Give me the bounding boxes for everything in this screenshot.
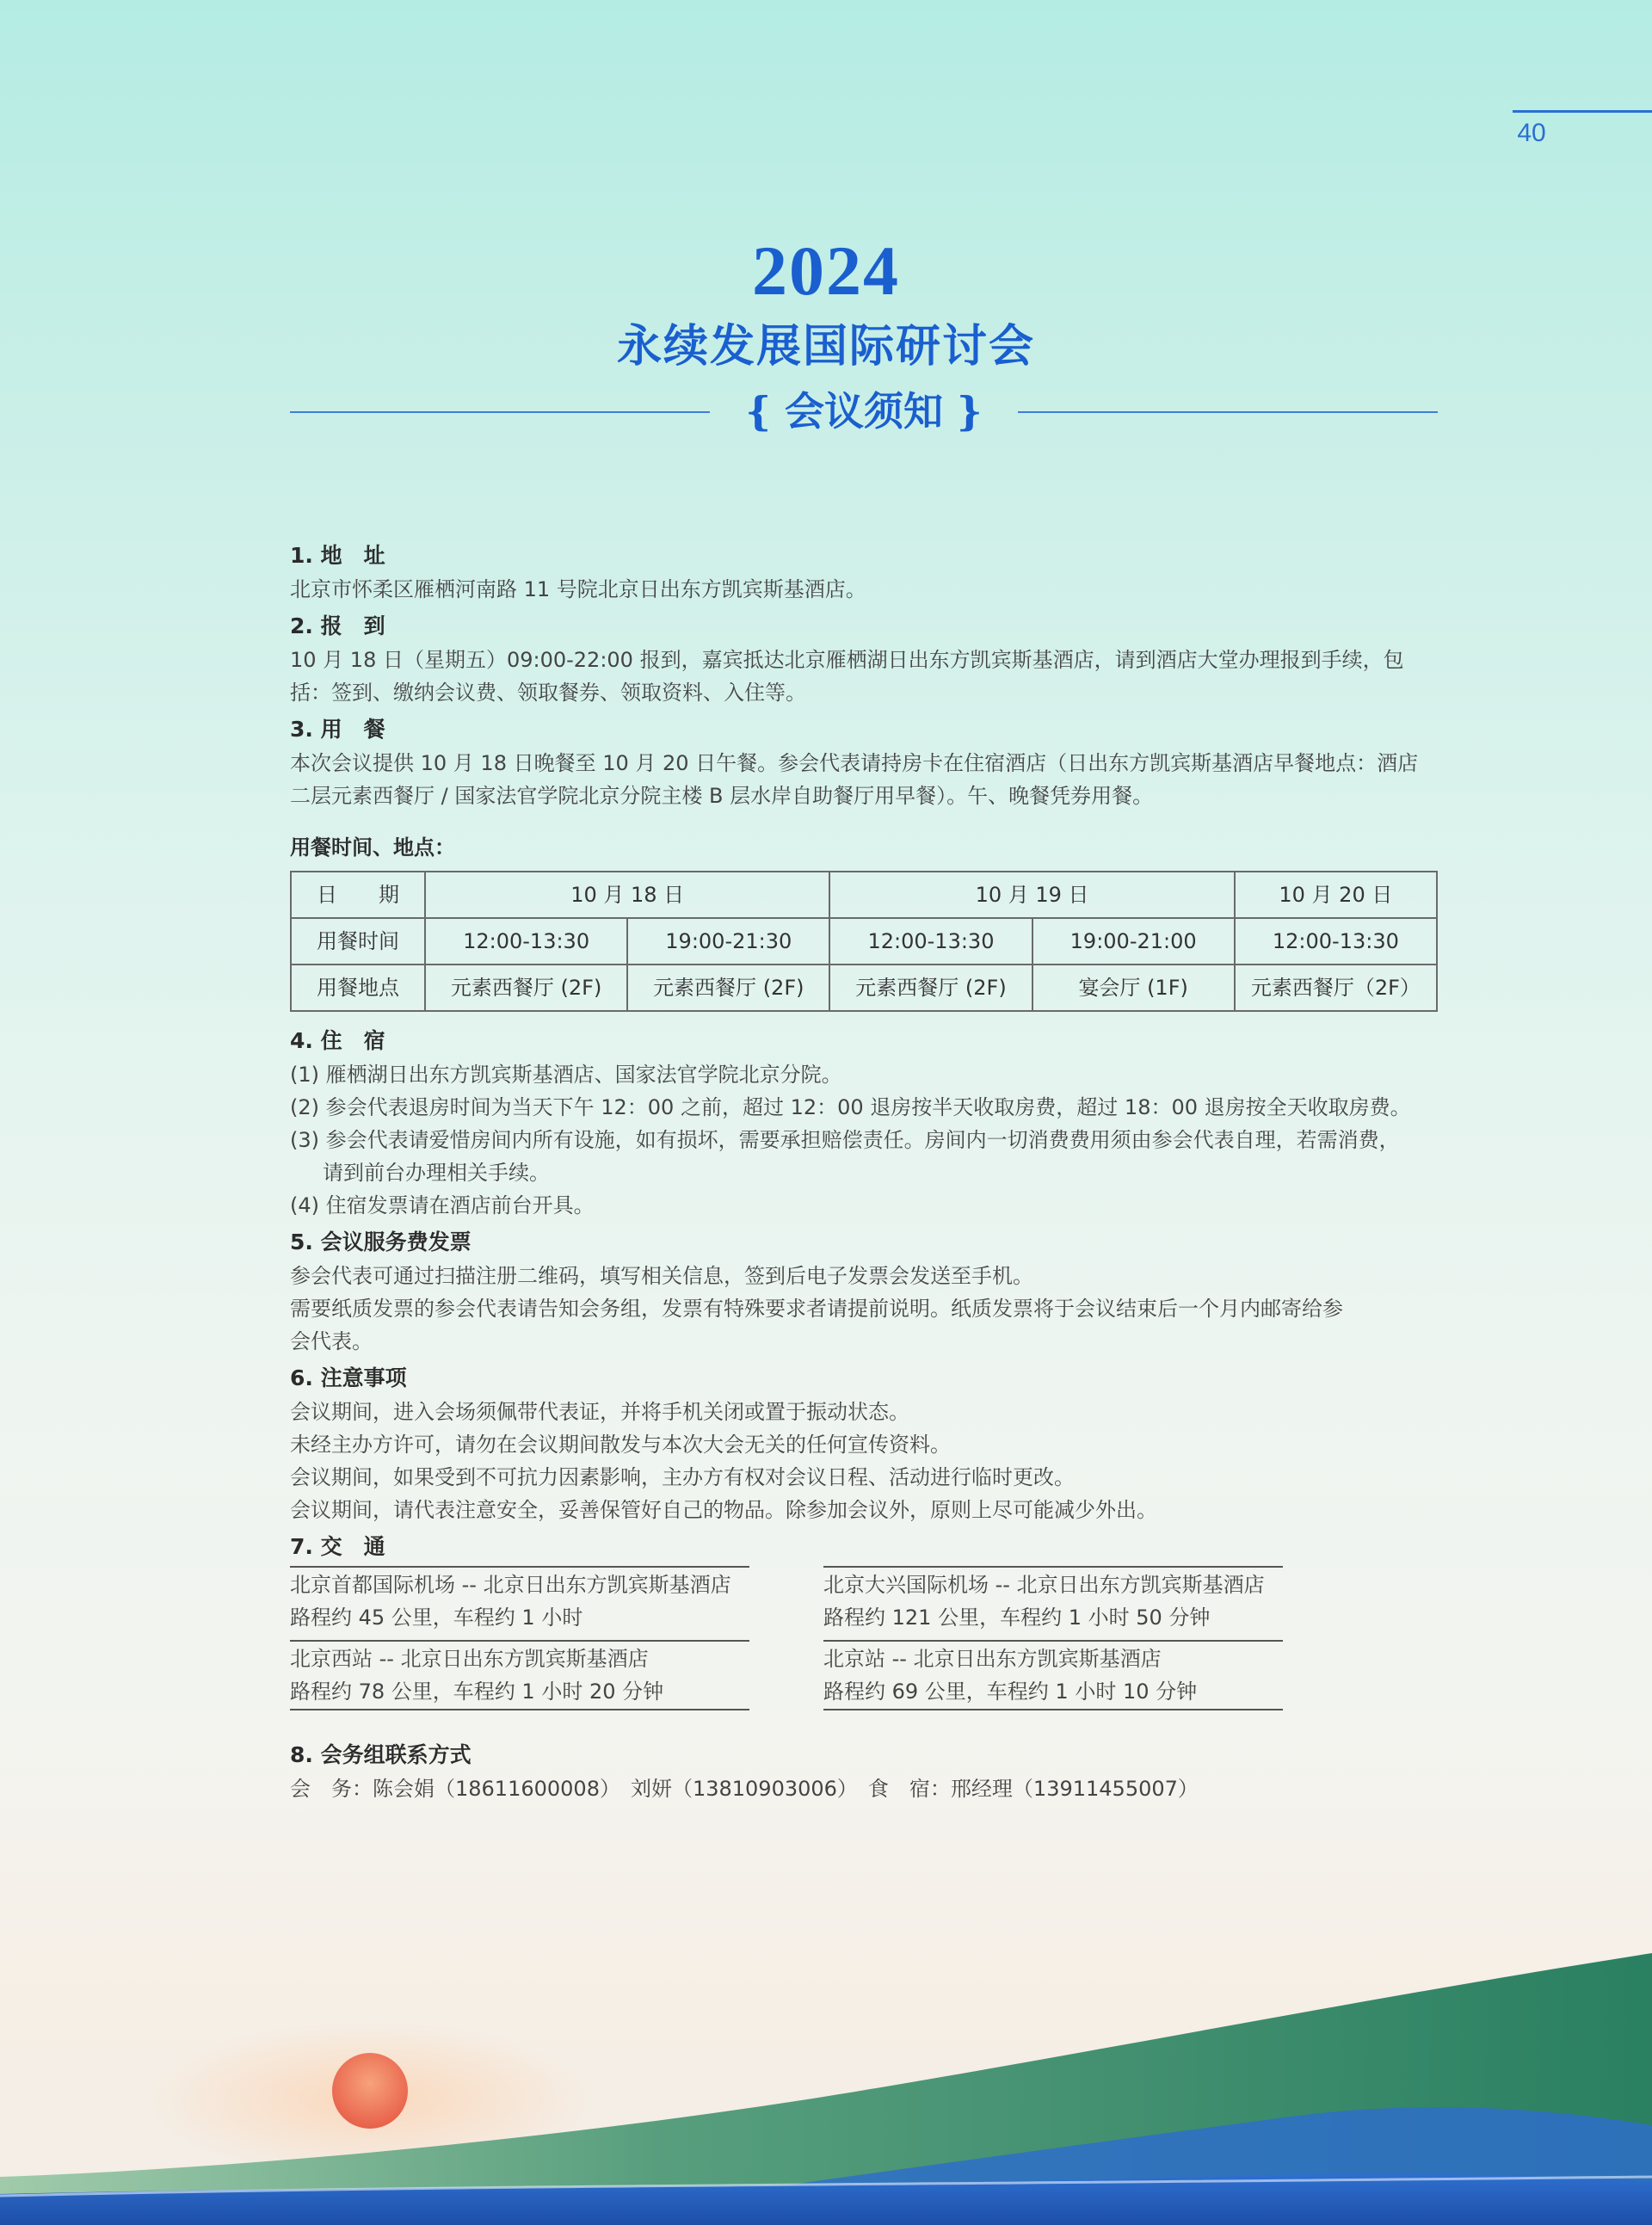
section-heading-dining: 3. 用 餐 <box>290 717 385 742</box>
section-heading-address: 1. 地 址 <box>290 543 385 568</box>
lodging-item: (4) 住宿发票请在酒店前台开具。 <box>290 1193 595 1217</box>
subtitle: { 会议须知 } <box>745 388 983 435</box>
section-heading-invoice: 5. 会议服务费发票 <box>290 1230 472 1254</box>
invoice-line: 会代表。 <box>290 1329 373 1353</box>
table-cell: 元素西餐厅 (2F) <box>425 965 627 1011</box>
subtitle-rule-right <box>1018 411 1438 413</box>
notes-line: 未经主办方许可，请勿在会议期间散发与本次大会无关的任何宣传资料。 <box>290 1433 951 1457</box>
table-cell: 10 月 19 日 <box>829 872 1234 918</box>
table-row <box>291 872 1437 918</box>
subtitle-row <box>290 384 1438 439</box>
page-number-rule <box>1513 110 1652 113</box>
meal-schedule-table <box>290 871 1438 1012</box>
registration-line: 10 月 18 日（星期五）09:00-22:00 报到，嘉宾抵达北京雁栖湖日出东方凯宾斯基酒店，请到酒店大堂办理报到手续，包 <box>290 648 1404 672</box>
meal-table-label: 用餐时间、地点： <box>290 835 455 860</box>
table-cell: 19:00-21:30 <box>627 918 829 965</box>
dining-line: 二层元素西餐厅 / 国家法官学院北京分院主楼 B 层水岸自助餐厅用早餐）。午、晚餐凭券用餐。 <box>290 784 1154 808</box>
route-info: 路程约 45 公里，车程约 1 小时 <box>290 1606 583 1630</box>
transport-route <box>823 1640 1283 1710</box>
transport-grid <box>290 1566 1438 1735</box>
section-heading-contact: 8. 会务组联系方式 <box>290 1742 472 1767</box>
transport-route <box>290 1566 749 1635</box>
transport-route <box>823 1566 1283 1635</box>
sun-icon <box>332 2053 408 2129</box>
table-cell: 宴会厅 (1F) <box>1032 965 1235 1011</box>
lodging-item: 请到前台办理相关手续。 <box>323 1161 550 1185</box>
address-text: 北京市怀柔区雁栖河南路 11 号院北京日出东方凯宾斯基酒店。 <box>290 577 866 601</box>
lodging-item: (2) 参会代表退房时间为当天下午 12：00 之前，超过 12：00 退房按半天收取房费，超过 18：00 退房按全天收取房费。 <box>290 1095 1411 1119</box>
table-cell: 元素西餐厅 (2F) <box>829 965 1032 1011</box>
table-cell: 10 月 18 日 <box>425 872 829 918</box>
route-name: 北京首都国际机场 -- 北京日出东方凯宾斯基酒店 <box>290 1573 731 1597</box>
invoice-line: 需要纸质发票的参会代表请告知会务组，发票有特殊要求者请提前说明。纸质发票将于会议结束后一个月内邮寄给参 <box>290 1297 1343 1321</box>
dining-line: 本次会议提供 10 月 18 日晚餐至 10 月 20 日午餐。参会代表请持房卡在住宿酒店（日出东方凯宾斯基酒店早餐地点：酒店 <box>290 751 1419 775</box>
table-cell: 12:00-13:30 <box>829 918 1032 965</box>
route-rule <box>290 1709 749 1710</box>
table-cell: 12:00-13:30 <box>1235 918 1437 965</box>
table-cell: 10 月 20 日 <box>1235 872 1437 918</box>
contact-text: 会 务：陈会娟（18611600008） 刘妍（13810903006） 食 宿：邢经理（13911455007） <box>290 1777 1199 1801</box>
route-info: 路程约 78 公里，车程约 1 小时 20 分钟 <box>290 1680 664 1704</box>
invoice-line: 参会代表可通过扫描注册二维码，填写相关信息，签到后电子发票会发送至手机。 <box>290 1264 1033 1288</box>
route-name: 北京西站 -- 北京日出东方凯宾斯基酒店 <box>290 1647 649 1671</box>
route-rule <box>823 1709 1283 1710</box>
registration-line: 括：签到、缴纳会议费、领取餐券、领取资料、入住等。 <box>290 681 806 705</box>
table-cell: 日 期 <box>291 872 425 918</box>
table-row <box>291 965 1437 1011</box>
section-heading-notes: 6. 注意事项 <box>290 1365 407 1390</box>
route-name: 北京大兴国际机场 -- 北京日出东方凯宾斯基酒店 <box>823 1573 1265 1597</box>
table-row <box>291 918 1437 965</box>
table-cell: 19:00-21:00 <box>1032 918 1235 965</box>
route-info: 路程约 69 公里，车程约 1 小时 10 分钟 <box>823 1680 1198 1704</box>
page-title: 永续发展国际研讨会 <box>616 320 1035 373</box>
table-cell: 12:00-13:30 <box>425 918 627 965</box>
route-name: 北京站 -- 北京日出东方凯宾斯基酒店 <box>823 1647 1162 1671</box>
route-info: 路程约 121 公里，车程约 1 小时 50 分钟 <box>823 1606 1211 1630</box>
section-heading-transport: 7. 交 通 <box>290 1534 385 1559</box>
title-year: 2024 <box>752 231 900 310</box>
notes-line: 会议期间，如果受到不可抗力因素影响，主办方有权对会议日程、活动进行临时更改。 <box>290 1465 1075 1489</box>
lodging-item: (3) 参会代表请爱惜房间内所有设施，如有损坏，需要承担赔偿责任。房间内一切消费费用须由参会代表自理，若需消费， <box>290 1128 1400 1152</box>
table-cell: 元素西餐厅（2F） <box>1235 965 1437 1011</box>
table-cell: 用餐地点 <box>291 965 425 1011</box>
section-heading-registration: 2. 报 到 <box>290 613 385 638</box>
lodging-item: (1) 雁栖湖日出东方凯宾斯基酒店、国家法官学院北京分院。 <box>290 1063 842 1087</box>
section-heading-lodging: 4. 住 宿 <box>290 1028 385 1053</box>
notice-content <box>290 535 1438 1805</box>
transport-route <box>290 1640 749 1710</box>
notes-line: 会议期间，进入会场须佩带代表证，并将手机关闭或置于振动状态。 <box>290 1400 909 1424</box>
notes-line: 会议期间，请代表注意安全，妥善保管好自己的物品。除参加会议外，原则上尽可能减少外出。 <box>290 1498 1157 1522</box>
page-number: 40 <box>1517 119 1546 147</box>
table-cell: 用餐时间 <box>291 918 425 965</box>
landscape-illustration <box>0 1893 1652 2225</box>
table-cell: 元素西餐厅 (2F) <box>627 965 829 1011</box>
subtitle-rule-left <box>290 411 710 413</box>
